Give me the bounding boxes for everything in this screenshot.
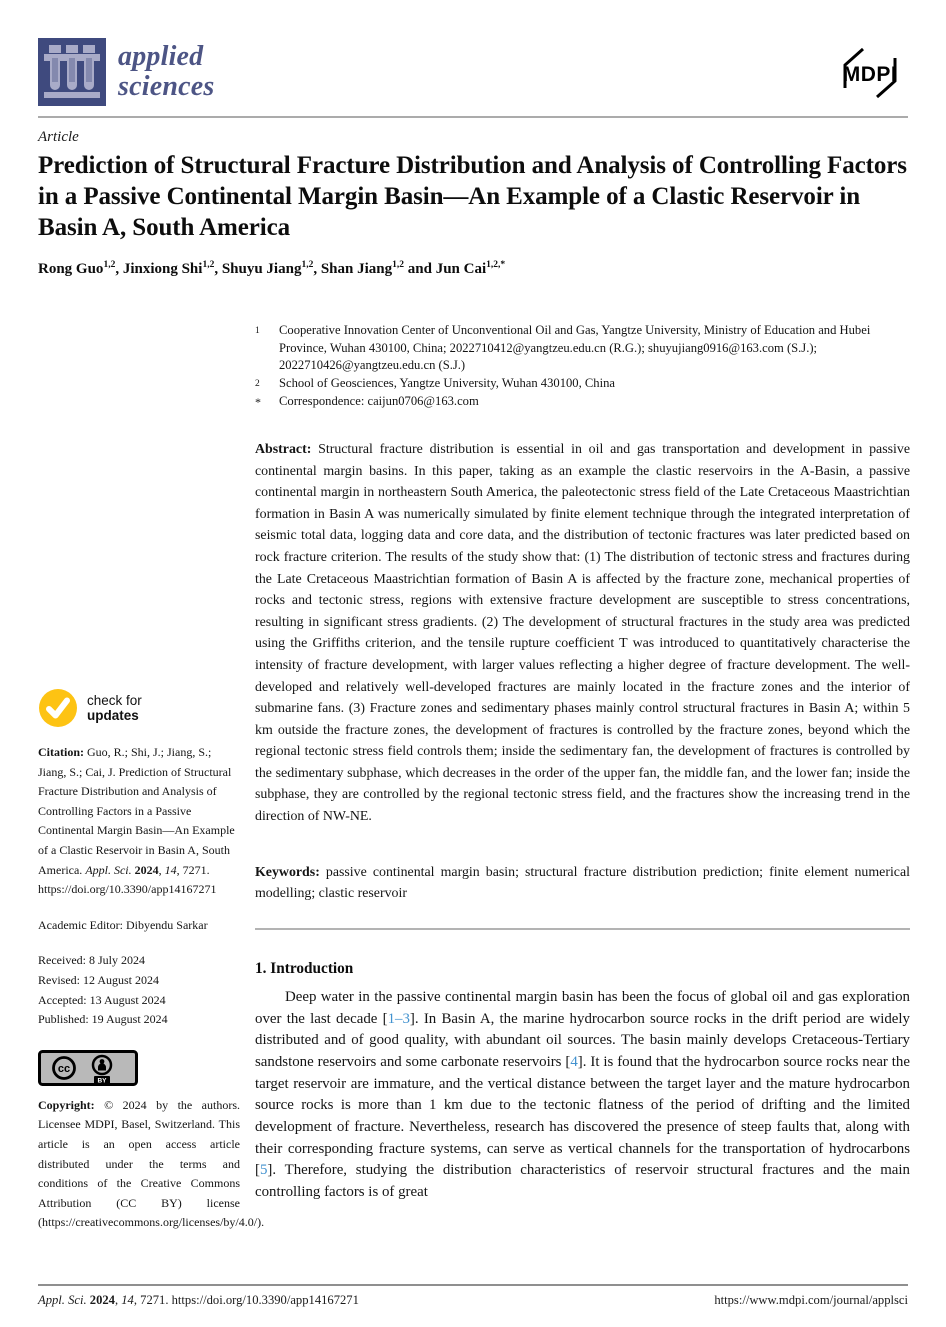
main-column — [255, 322, 910, 1204]
section-heading-introduction: 1. Introduction — [255, 959, 354, 977]
cc-by-license-badge[interactable] — [38, 1050, 138, 1086]
cc-icon: cc — [57, 1062, 71, 1075]
keywords: Keywords: passive continental margin basin; structural fracture distribution prediction; finite element numerical modelling; clastic reservoir — [255, 864, 910, 902]
affiliation-text: Correspondence: caijun0706@163.com — [279, 394, 479, 409]
author: Jun Cai$^{1,2,*}$ — [435, 260, 506, 277]
introduction-paragraph: Deep water in the passive continental margin basin has been the focus of global oil and gas exploration over the last decade [1–3]. In Basin A, the marine hydrocarbon source rocks in the drift period are widely distributed and of good quality, with abundant oil sources. The basin mainly develops Cretaceous-Tertiary sandstone reservoirs and some carbonate reservoirs [4]. It is found that the hydrocarbon source rocks near the target reservoir are immature, and the vertical distance between the target layer and the mature hydrocarbon source rocks is more than 1 km due to the tectonic flatness of the period of drifting and the limited development of fracture. Nevertheless, research has discovered the presence of steep faults that, along with their corresponding fracture systems, can serve as vertical channels for the transportation of hydrocarbons [5]. Therefore, studying the distribution characteristics of reservoir structural fractures and the main controlling factors is of great — [255, 988, 910, 1201]
affiliation-marker: 2 — [255, 378, 260, 389]
affiliation-marker: * — [255, 395, 261, 410]
date-revised: Revised: 12 August 2024 — [38, 972, 160, 987]
page-header — [38, 38, 908, 106]
author: Shan Jiang$^{1,2}$ and — [320, 260, 436, 277]
journal-name — [118, 42, 214, 102]
authors-line — [38, 260, 912, 278]
affiliations — [255, 322, 910, 412]
citation-block: Citation: Guo, R.; Shi, J.; Jiang, S.; Jiang, S.; Cai, J. Prediction of Structural Fracture Distribution and Analysis of Controlling Factors in a Passive Continental Margin Basin—An Example of a Clastic Reservoir in Basin A, South America. Appl. Sci. 2024, 14, 7271. https://doi.org/10.3390/app14167271 — [38, 745, 235, 897]
footer-doi[interactable]: , 7271. https://doi.org/10.3390/app14167271 — [133, 1293, 359, 1307]
affiliation — [255, 322, 910, 375]
keywords-label: Keywords: — [255, 864, 320, 880]
applied-sciences-logo-icon — [38, 38, 106, 106]
copyright-block: Copyright: © 2024 by the authors. Licensee MDPI, Basel, Switzerland. This article is an open access article distributed under the terms and conditions of the Creative Commons Attribution (CC BY) license (https://creativecommons.org/licenses/by/4.0/). — [38, 1097, 265, 1230]
abstract: Abstract: Structural fracture distribution is essential in oil and gas transportation and development in passive continental margin basins. In this paper, taking as an example the clastic reservoirs in the A-Basin, a passive continental margin in northeastern South America, the paleotectonic stress field of the Late Cretaceous Maastrichtian formation in Basin A was numerically simulated by finite element technique through the integrated interpretation of seismic total data, logging data and core data, and the distribution of tectonic fractures was later predicted based on rock fracture criterion. The results of the study show that: (1) The distribution of tectonic stress and fractures during the Late Cretaceous Maastrichtian formation of Basin A is affected by the fracture zone, mechanical properties of rocks and tectonic stress, regions with extensive fracture development are susceptible to stress concentrations, resulting in significant stress gradients. (2) The development of structural fractures in the study area was predicted using the Griffiths criterion, and the tensile rupture coefficient T was introduced to quantitatively characterise the intensity of fracture development, with larger values reflecting a higher degree of fracture development. The well-developed and relatively well-developed fractures are mainly located in the fracture zones and the interior of submarine fans. (3) Fracture zones and sedimentary phases mainly control structural fractures in Basin A; within 5 km outside the fracture zones, the development of fractures is controlled by the fracture zones, beyond which the regional tectonic stress field controls them; inside the sedimentary fan, the development of fractures is controlled by the sedimentary subphase, which decreases in the order of the upper fan, the middle fan, and the lower fan; inside the subphase, they are controlled by the regional tectonic stress field, and the fractures show the increasing trend in the direction of NW-NE. — [255, 441, 910, 825]
header-divider — [38, 116, 908, 118]
author: Rong Guo$^{1,2}$, — [38, 260, 123, 277]
affiliation-correspondence — [255, 393, 910, 412]
academic-editor: Academic Editor: Dibyendu Sarkar — [38, 917, 208, 932]
by-label: BY — [97, 1077, 107, 1085]
footer-citation: Appl. Sci. 2024, 14, 7271. https://doi.org/10.3390/app14167271 — [38, 1293, 359, 1307]
citation-doi[interactable]: , 7271. https://doi.org/10.3390/app14167271 — [38, 862, 217, 897]
sidebar — [38, 688, 265, 1233]
affiliation-marker: 1 — [255, 326, 260, 336]
journal-name-line1: applied — [118, 41, 204, 72]
mdpi-logo-text: MDPI — [842, 63, 898, 86]
author: Jinxiong Shi$^{1,2}$, — [122, 260, 222, 277]
keywords-divider — [255, 928, 910, 930]
journal-brand — [38, 38, 214, 106]
check-badge-label: check for updates — [87, 692, 142, 723]
date-received: Received: 8 July 2024 — [38, 953, 145, 968]
footer-journal-url[interactable]: https://www.mdpi.com/journal/applsci — [714, 1293, 908, 1307]
date-published: Published: 19 August 2024 — [38, 1012, 168, 1027]
abstract-label: Abstract: — [255, 441, 312, 457]
article-type-label: Article — [38, 129, 79, 145]
article-title: Prediction of Structural Fracture Distribution and Analysis of Controlling Factors in a Passive Continental Margin Basin—An Example of a Clastic Reservoir in Basin A, South America — [38, 152, 907, 241]
affiliation-text: School of Geosciences, Yangtze University, Wuhan 430100, China — [279, 375, 615, 390]
affiliation-text: Cooperative Innovation Center of Unconventional Oil and Gas, Yangtze University, Ministry of Education and Hubei Province, Wuhan 430100, China; 2022710412@yangtzeu.edu.cn (R.G.); shuyujiang0916@163.com (S.J.); 2022710426@yangtzeu.edu.cn (S.J.) — [279, 323, 871, 373]
affiliation — [255, 375, 910, 394]
footer-divider — [38, 1284, 908, 1286]
journal-name-line2: sciences — [118, 71, 215, 102]
mdpi-logo — [832, 44, 908, 102]
date-accepted: Accepted: 13 August 2024 — [38, 992, 166, 1007]
author: Shuyu Jiang$^{1,2}$, — [221, 260, 321, 277]
check-icon — [38, 688, 78, 728]
page-footer — [38, 1293, 908, 1308]
citation-ref-4[interactable]: 4 — [570, 1053, 578, 1070]
check-for-updates-badge[interactable] — [38, 688, 240, 728]
citation-ref-5[interactable]: 5 — [259, 1162, 268, 1179]
citation-ref-1-3[interactable]: 1–3 — [387, 1010, 410, 1027]
article-dates — [38, 951, 240, 1029]
